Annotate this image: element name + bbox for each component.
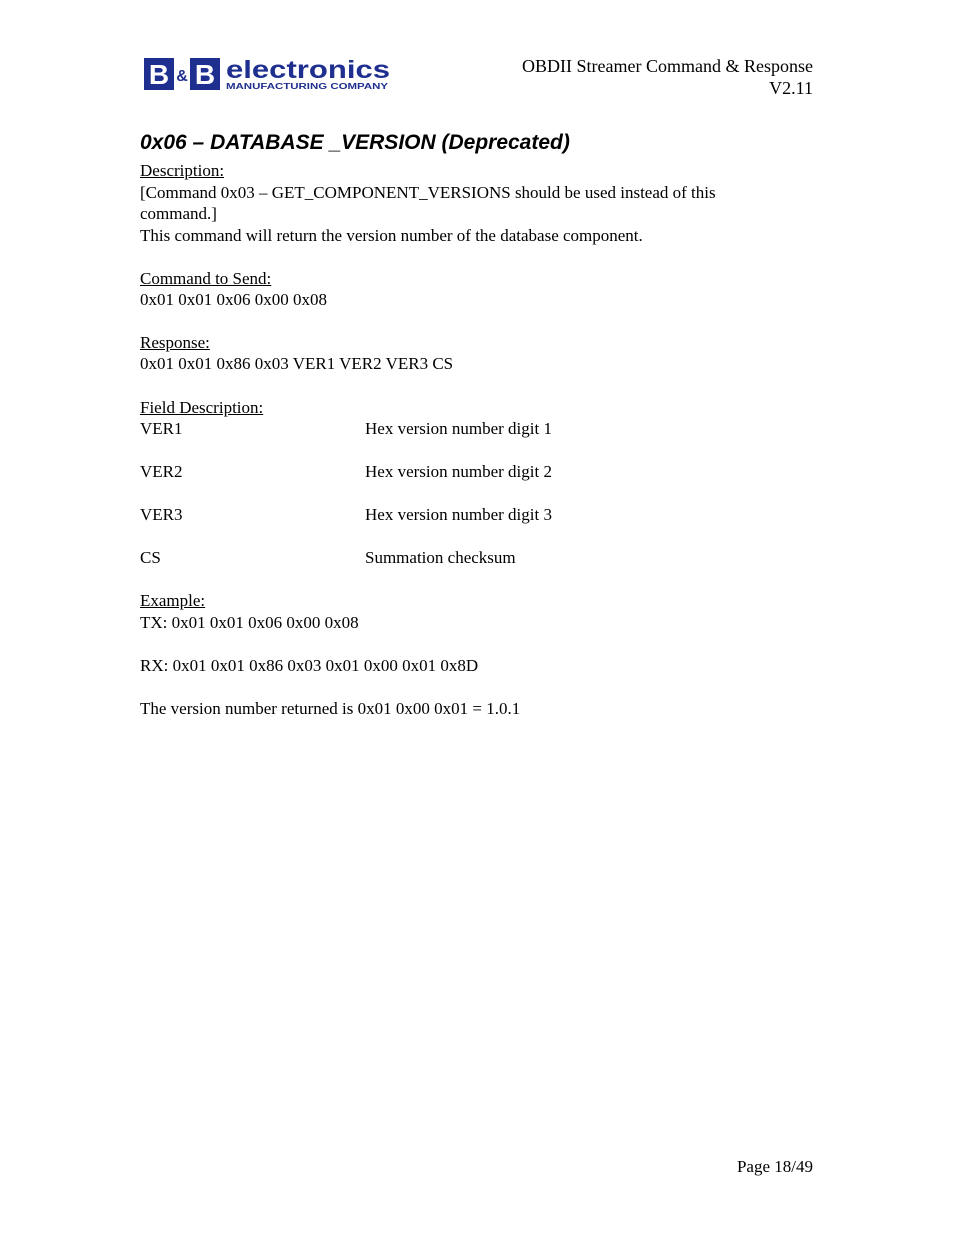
field-name: VER1 bbox=[140, 419, 183, 438]
response-label: Response: bbox=[140, 333, 210, 352]
page-header bbox=[522, 55, 813, 99]
field-description: Hex version number digit 3 bbox=[365, 505, 552, 524]
command-label: Command to Send: bbox=[140, 269, 272, 288]
field-name: CS bbox=[140, 548, 161, 567]
command-value: 0x01 0x01 0x06 0x00 0x08 bbox=[140, 290, 327, 309]
description-line-2: command.] bbox=[140, 204, 217, 223]
section-title: 0x06 – DATABASE _VERSION (Deprecated) bbox=[140, 131, 570, 154]
doc-version: V2.11 bbox=[769, 78, 813, 98]
company-logo bbox=[144, 56, 392, 92]
description-label: Description: bbox=[140, 161, 225, 180]
logo-b-left: B bbox=[148, 59, 170, 90]
field-name: VER3 bbox=[140, 505, 183, 524]
description-line-1: [Command 0x03 – GET_COMPONENT_VERSIONS should be used instead of this bbox=[140, 183, 716, 202]
example-label: Example: bbox=[140, 591, 206, 610]
logo-ampersand: & bbox=[176, 68, 188, 85]
fields-label: Field Description: bbox=[140, 398, 264, 417]
field-description: Summation checksum bbox=[365, 548, 516, 567]
field-description: Hex version number digit 2 bbox=[365, 462, 552, 481]
description-line-3: This command will return the version number of the database component. bbox=[140, 226, 643, 245]
field-name: VER2 bbox=[140, 462, 183, 481]
logo-b-right: B bbox=[194, 59, 216, 90]
example-rx: RX: 0x01 0x01 0x86 0x03 0x01 0x00 0x01 0x8D bbox=[140, 656, 479, 675]
example-note: The version number returned is 0x01 0x00 0x01 = 1.0.1 bbox=[140, 699, 521, 718]
page-number: Page 18/49 bbox=[736, 1157, 813, 1176]
logo-wordmark: electronics bbox=[226, 56, 390, 84]
doc-title: OBDII Streamer Command & Response bbox=[522, 56, 813, 76]
example-tx: TX: 0x01 0x01 0x06 0x00 0x08 bbox=[140, 613, 359, 632]
logo-tagline: MANUFACTURING COMPANY bbox=[226, 82, 389, 91]
response-value: 0x01 0x01 0x86 0x03 VER1 VER2 VER3 CS bbox=[140, 354, 454, 373]
field-description: Hex version number digit 1 bbox=[365, 419, 552, 438]
